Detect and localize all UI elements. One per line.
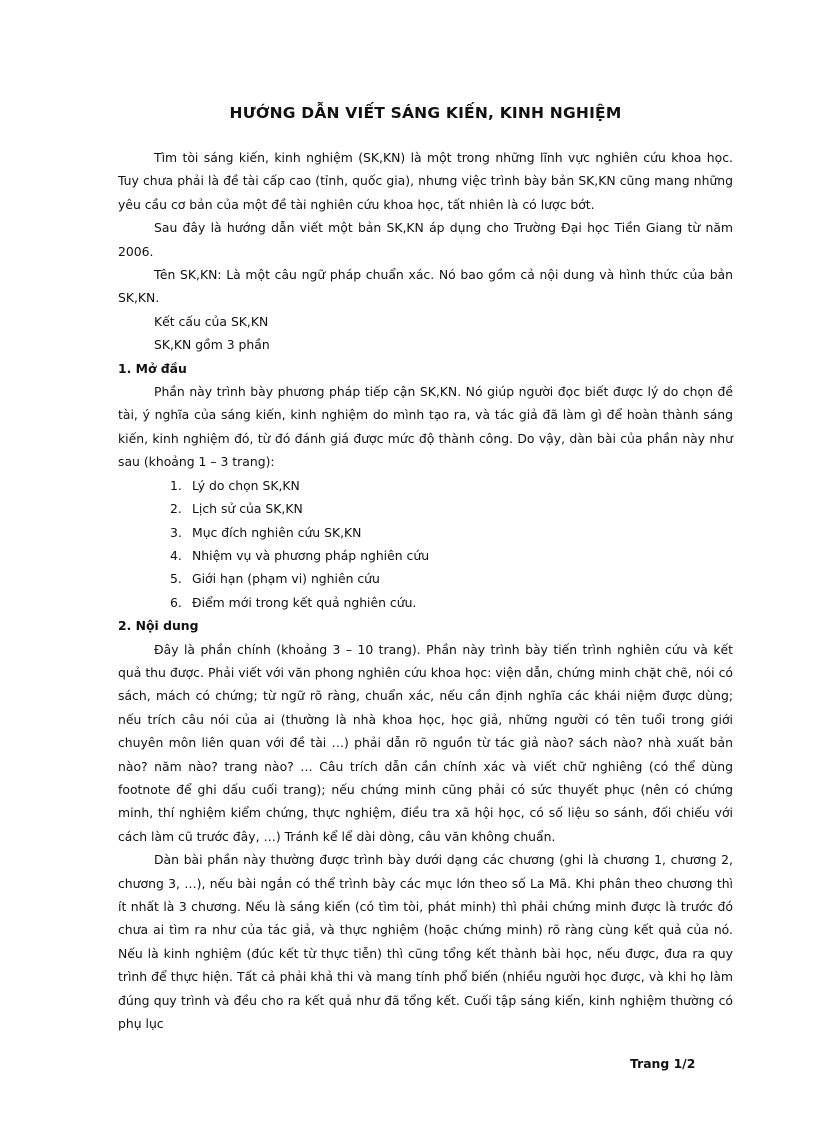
section2-paragraph-2: Dàn bài phần này thường được trình bày dưới dạng các chương (ghi là chương 1, chương 2, chương 3, …), nếu bài ngắn có thể trình bày các mục lớn theo số La Mã. Khi phân theo chương thì ít nhất là 3 chương. Nếu là sáng kiến (có tìm tòi, phát minh) thì phải chứng minh được là trước đó chưa ai tìm ra như của tác giả, và thực nghiệm (hoặc chứng minh) rõ ràng cùng kết quả của nó. Nếu là kinh nghiệm (đúc kết từ thực tiễn) thì cũng tổng kết thành bài học, nếu được, đưa ra quy trình để thực hiện. Tất cả phải khả thi và mang tính phổ biến (nhiều người học được, và khi họ làm đúng quy trình và đều cho ra kết quả như đã tổng kết. Cuối tập sáng kiến, kinh nghiệm thường có phụ lục xyxy=(118,852,733,1032)
list-item: 6. Điểm mới trong kết quả nghiên cứu. xyxy=(170,594,417,610)
intro-paragraph-1: Tìm tòi sáng kiến, kinh nghiệm (SK,KN) là một trong những lĩnh vực nghiên cứu khoa học. Tuy chưa phải là đề tài cấp cao (tỉnh, quốc gia), nhưng việc trình bày bản SK,KN cũng mang những yêu cầu cơ bản của một đề tài nghiên cứu khoa học, tất nhiên là có lược bớt. xyxy=(118,150,733,212)
section-heading-1: 1. Mở đầu xyxy=(118,360,187,376)
section2-paragraph-1: Đây là phần chính (khoảng 3 – 10 trang). Phần này trình bày tiến trình nghiên cứu và kết quả thu được. Phải viết với văn phong nghiên cứu khoa học: viện dẫn, chứng minh chặt chẽ, nói có sách, mách có chứng; từ ngữ rõ ràng, chuẩn xác, nếu cần định nghĩa các khái niệm được dùng; nếu trích câu nói của ai (thường là nhà khoa học, học giả, những người có tên tuổi trong giới chuyên môn liên quan với đề tài …) phải dẫn rõ nguồn từ tác giả nào? sách nào? nhà xuất bản nào? năm nào? trang nào? … Câu trích dẫn cần chính xác và viết chữ nghiêng (có thể dùng footnote để ghi dấu cuối trang); nếu chứng minh cũng phải có sức thuyết phục (nên có chứng minh, thí nghiệm kiểm chứng, thực nghiệm, điều tra xã hội học, có số liệu so sánh, đối chiếu với cách làm cũ trước đây, …) Tránh kể lể dài dòng, câu văn không chuẩn. xyxy=(118,641,733,844)
section1-list xyxy=(118,474,733,614)
list-item: 3. Mục đích nghiên cứu SK,KN xyxy=(170,524,362,540)
list-item: 4. Nhiệm vụ và phương pháp nghiên cứu xyxy=(170,547,430,563)
page-number: Trang 1/2 xyxy=(630,1056,696,1071)
section1-paragraph: Phần này trình bày phương pháp tiếp cận SK,KN. Nó giúp người đọc biết được lý do chọn đề tài, ý nghĩa của sáng kiến, kinh nghiệm do mình tạo ra, và tác giả đã làm gì để hoàn thành sáng kiến, kinh nghiệm đó, từ đó đánh giá được mức độ thành công. Do vậy, dàn bài của phần này như sau (khoảng 1 – 3 trang): xyxy=(118,384,733,470)
section-heading-2: 2. Nội dung xyxy=(118,618,199,634)
intro-paragraph-4: Kết cấu của SK,KN xyxy=(154,313,269,329)
intro-paragraph-3: Tên SK,KN: Là một câu ngữ pháp chuẩn xác. Nó bao gồm cả nội dung và hình thức của bản SK,KN. xyxy=(118,267,733,306)
list-item: 5. Giới hạn (phạm vi) nghiên cứu xyxy=(170,571,380,587)
document-page xyxy=(118,94,733,1035)
intro-paragraph-5: SK,KN gồm 3 phần xyxy=(154,337,270,353)
intro-paragraph-2: Sau đây là hướng dẫn viết một bản SK,KN áp dụng cho Trường Đại học Tiền Giang từ năm 2006. xyxy=(118,220,733,259)
list-item: 2. Lịch sử của SK,KN xyxy=(170,501,303,517)
document-title: HƯỚNG DẪN VIẾT SÁNG KIẾN, KINH NGHIỆM xyxy=(229,104,622,122)
list-item: 1. Lý do chọn SK,KN xyxy=(170,477,300,493)
